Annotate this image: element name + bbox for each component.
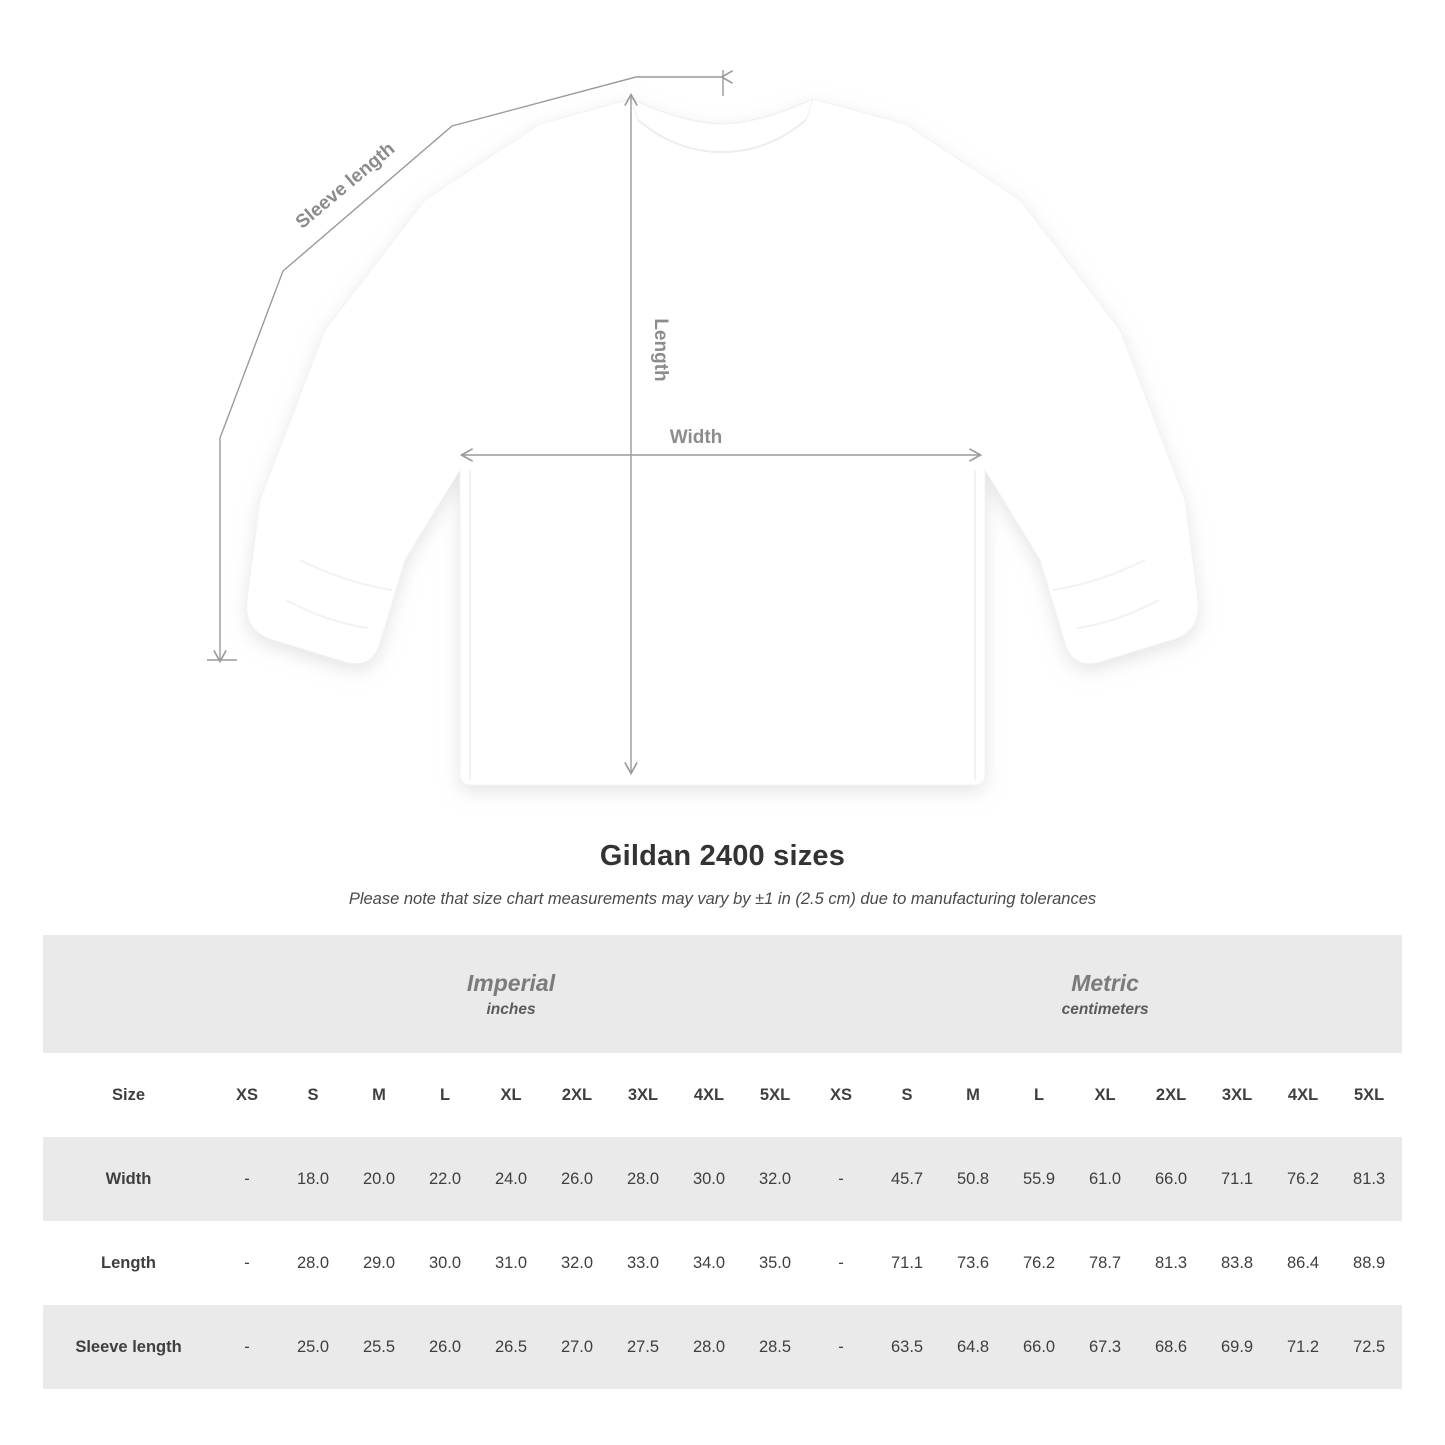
cell-sleeve-12: 66.0 bbox=[1006, 1305, 1072, 1389]
unit-name-imperial: Imperial bbox=[466, 969, 556, 996]
cell-sleeve-15: 69.9 bbox=[1204, 1305, 1270, 1389]
unit-sub-imperial: inches bbox=[486, 1001, 536, 1019]
header-col-10: S bbox=[901, 1085, 913, 1104]
cell-width-9: - bbox=[808, 1137, 874, 1221]
cell-width-14: 66.0 bbox=[1138, 1137, 1204, 1221]
unit-header-metric bbox=[808, 935, 1402, 1053]
row-label-length: Length bbox=[43, 1221, 214, 1305]
header-col-3: L bbox=[439, 1085, 451, 1104]
cell-length-14: 81.3 bbox=[1138, 1221, 1204, 1305]
table-row bbox=[43, 1137, 1402, 1221]
header-col-1: S bbox=[307, 1085, 319, 1104]
unit-header-row bbox=[43, 935, 1402, 1053]
cell-sleeve-13: 67.3 bbox=[1072, 1305, 1138, 1389]
unit-sub-metric: centimeters bbox=[1061, 1001, 1149, 1019]
cell-sleeve-16: 71.2 bbox=[1270, 1305, 1336, 1389]
cell-sleeve-11: 64.8 bbox=[940, 1305, 1006, 1389]
size-header-row bbox=[43, 1053, 1402, 1137]
cell-width-11: 50.8 bbox=[940, 1137, 1006, 1221]
cell-sleeve-7: 28.0 bbox=[676, 1305, 742, 1389]
header-col-8: 5XL bbox=[759, 1085, 791, 1104]
cell-width-0: - bbox=[214, 1137, 280, 1221]
cell-sleeve-2: 25.5 bbox=[346, 1305, 412, 1389]
cell-sleeve-1: 25.0 bbox=[280, 1305, 346, 1389]
cell-sleeve-3: 26.0 bbox=[412, 1305, 478, 1389]
cell-sleeve-5: 27.0 bbox=[544, 1305, 610, 1389]
shirt-shape bbox=[247, 99, 1199, 785]
header-col-4: XL bbox=[500, 1085, 522, 1104]
length-label: Length bbox=[650, 318, 671, 382]
cell-length-11: 73.6 bbox=[940, 1221, 1006, 1305]
cell-length-13: 78.7 bbox=[1072, 1221, 1138, 1305]
cell-sleeve-17: 72.5 bbox=[1336, 1305, 1402, 1389]
table-row bbox=[43, 1221, 1402, 1305]
header-col-9: XS bbox=[830, 1085, 853, 1104]
cell-length-3: 30.0 bbox=[412, 1221, 478, 1305]
header-col-14: 2XL bbox=[1155, 1085, 1187, 1104]
width-label: Width bbox=[669, 427, 723, 448]
cell-width-6: 28.0 bbox=[610, 1137, 676, 1221]
cell-width-13: 61.0 bbox=[1072, 1137, 1138, 1221]
cell-sleeve-14: 68.6 bbox=[1138, 1305, 1204, 1389]
cell-width-15: 71.1 bbox=[1204, 1137, 1270, 1221]
header-size: Size bbox=[111, 1085, 146, 1104]
header-col-11: M bbox=[966, 1085, 980, 1104]
cell-width-10: 45.7 bbox=[874, 1137, 940, 1221]
sleeve-length-label: Sleeve length bbox=[291, 138, 400, 234]
cell-width-17: 81.3 bbox=[1336, 1137, 1402, 1221]
cell-width-12: 55.9 bbox=[1006, 1137, 1072, 1221]
cell-width-7: 30.0 bbox=[676, 1137, 742, 1221]
row-label-width: Width bbox=[43, 1137, 214, 1221]
cell-length-10: 71.1 bbox=[874, 1221, 940, 1305]
cell-length-8: 35.0 bbox=[742, 1221, 808, 1305]
cell-width-2: 20.0 bbox=[346, 1137, 412, 1221]
unit-header-imperial bbox=[214, 935, 808, 1053]
cell-length-5: 32.0 bbox=[544, 1221, 610, 1305]
header-col-13: XL bbox=[1094, 1085, 1116, 1104]
header-col-12: L bbox=[1034, 1085, 1045, 1104]
unit-header-spacer bbox=[43, 935, 214, 1053]
cell-length-15: 83.8 bbox=[1204, 1221, 1270, 1305]
cell-width-8: 32.0 bbox=[742, 1137, 808, 1221]
cell-sleeve-4: 26.5 bbox=[478, 1305, 544, 1389]
cell-length-1: 28.0 bbox=[280, 1221, 346, 1305]
cell-sleeve-9: - bbox=[808, 1305, 874, 1389]
cell-length-12: 76.2 bbox=[1006, 1221, 1072, 1305]
cell-length-9: - bbox=[808, 1221, 874, 1305]
unit-name-metric: Metric bbox=[1071, 969, 1139, 996]
chart-note: Please note that size chart measurements may vary by ±1 in (2.5 cm) due to manufacturing tolerances bbox=[348, 890, 1097, 908]
table-row bbox=[43, 1305, 1402, 1389]
cell-length-7: 34.0 bbox=[676, 1221, 742, 1305]
cell-length-6: 33.0 bbox=[610, 1221, 676, 1305]
cell-length-17: 88.9 bbox=[1336, 1221, 1402, 1305]
cell-sleeve-6: 27.5 bbox=[610, 1305, 676, 1389]
cell-sleeve-8: 28.5 bbox=[742, 1305, 808, 1389]
header-col-6: 3XL bbox=[627, 1085, 659, 1104]
title-block bbox=[0, 840, 1445, 909]
chart-title: Gildan 2400 sizes bbox=[599, 840, 846, 872]
size-table bbox=[43, 935, 1402, 1389]
header-col-17: 5XL bbox=[1353, 1085, 1385, 1104]
header-col-0: XS bbox=[235, 1085, 258, 1104]
cell-width-5: 26.0 bbox=[544, 1137, 610, 1221]
cell-width-1: 18.0 bbox=[280, 1137, 346, 1221]
cell-width-16: 76.2 bbox=[1270, 1137, 1336, 1221]
header-col-7: 4XL bbox=[693, 1085, 725, 1104]
header-col-16: 4XL bbox=[1287, 1085, 1319, 1104]
cell-sleeve-0: - bbox=[214, 1305, 280, 1389]
header-col-5: 2XL bbox=[561, 1085, 593, 1104]
cell-width-3: 22.0 bbox=[412, 1137, 478, 1221]
cell-width-4: 24.0 bbox=[478, 1137, 544, 1221]
cell-sleeve-10: 63.5 bbox=[874, 1305, 940, 1389]
header-col-2: M bbox=[372, 1085, 386, 1104]
cell-length-16: 86.4 bbox=[1270, 1221, 1336, 1305]
header-col-15: 3XL bbox=[1221, 1085, 1253, 1104]
size-table-wrap bbox=[43, 935, 1402, 1389]
cell-length-4: 31.0 bbox=[478, 1221, 544, 1305]
cell-length-2: 29.0 bbox=[346, 1221, 412, 1305]
row-label-sleeve-length: Sleeve length bbox=[43, 1305, 214, 1389]
cell-length-0: - bbox=[214, 1221, 280, 1305]
